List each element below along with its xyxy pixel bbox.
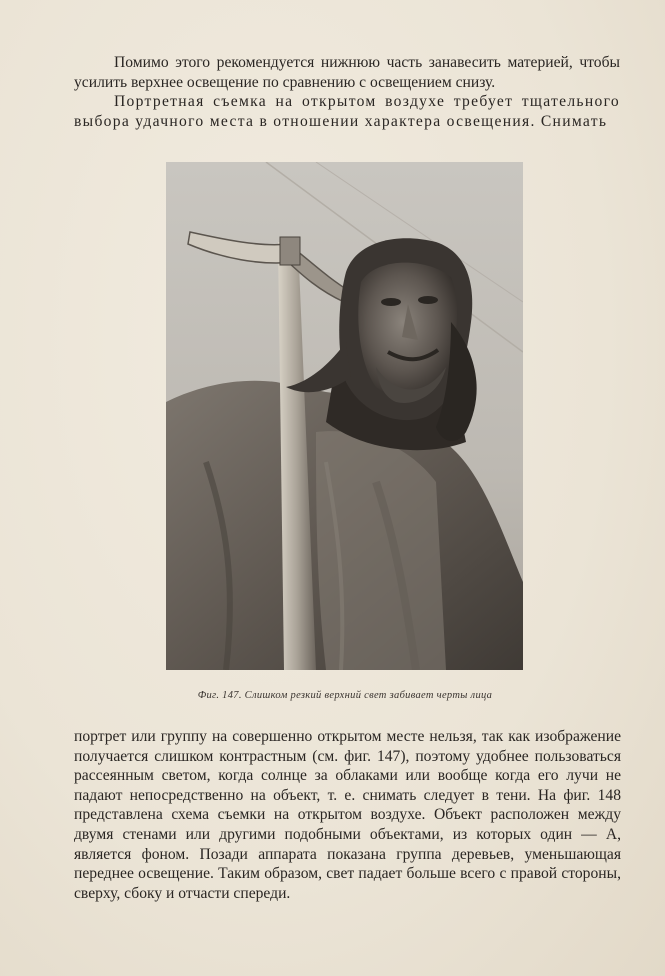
figure-caption: Фиг. 147. Слишком резкий верхний свет забивает черты лица	[197, 690, 493, 701]
top-paragraph-2: Портретная съемка на открытом воздухе требует тщательного выбора удачного места в отношении характера освещения. Снимать	[74, 93, 620, 130]
top-text-block	[74, 53, 620, 131]
top-paragraph-1: Помимо этого рекомендуется нижнюю часть занавесить материей, чтобы усилить верхнее освещение по сравнению с освещением снизу.	[74, 54, 620, 91]
figure-photo	[166, 162, 523, 670]
worker-with-pickaxe-photo	[166, 162, 523, 670]
bottom-text-block	[74, 727, 621, 903]
bottom-paragraph-1: портрет или группу на совершенно открытом месте нельзя, так как изображение получается слишком контрастным (см. фиг. 147), поэтому удобнее пользоваться рассеянным светом, когда солнце за облаками или вообще когда его лучи не падают непосредственно на объект, т. е. снимать следует в тени. На фиг. 148 представлена схема съемки на открытом воздухе. Объект расположен между двумя стенами или другими подобными объектами, из которых один — А, является фоном. Позади аппарата показана группа деревьев, уменьшающая переднее освещение. Таким образом, свет падает больше всего с правой стороны, сверху, сбоку и отчасти спереди.	[74, 728, 621, 902]
